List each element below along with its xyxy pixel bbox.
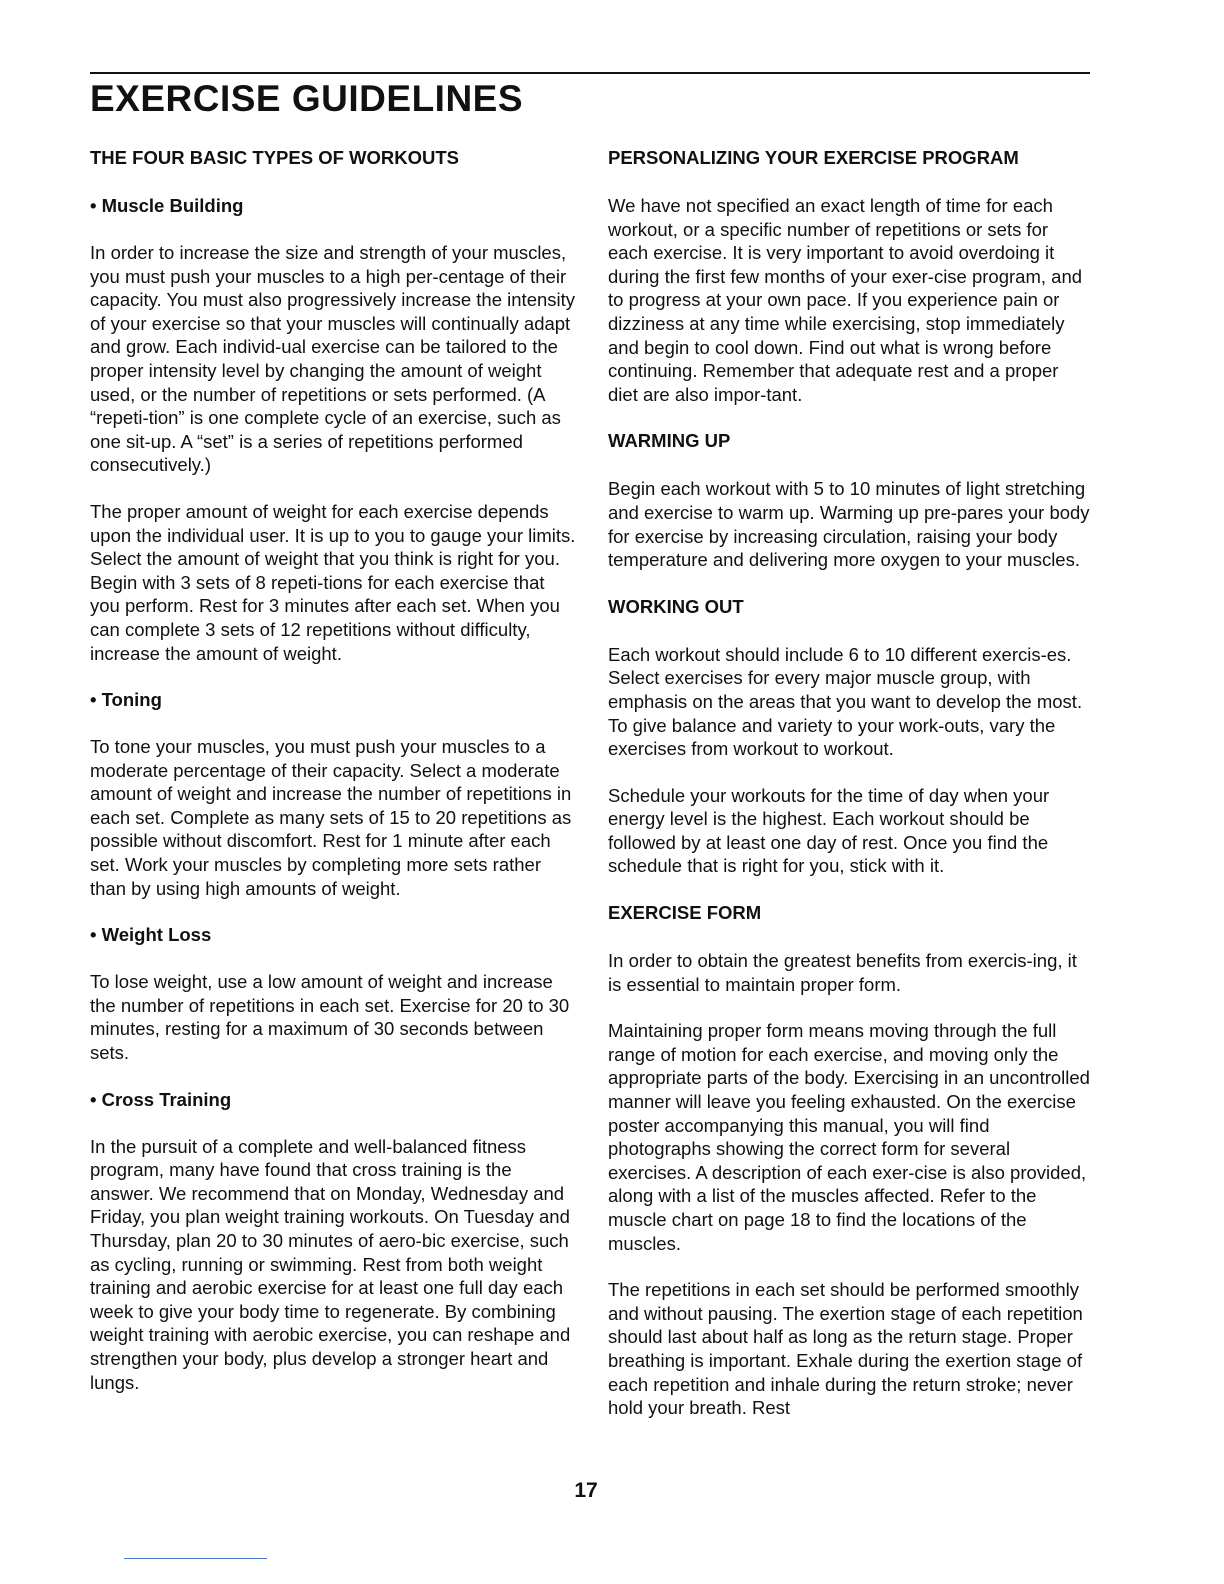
subheading-weight-loss: • Weight Loss <box>90 924 212 946</box>
paragraph: Maintaining proper form means moving through the full range of motion for each exercise, and moving only the appropriate parts of the body. Exercising in an uncontrolled manner will leave you feeling exhausted. On the exercise poster accompanying this manual, you will find photographs showing the correct form for several exercises. A description of each exer-cise is also provided, along with a list of the muscles affected. Refer to the muscle chart on page 18 to find the locations of the muscles. <box>608 1020 1090 1254</box>
section-heading-exercise-form: EXERCISE FORM <box>608 902 762 924</box>
paragraph: In order to increase the size and strength of your muscles, you must push your muscles to a high per-centage of their capacity. You must also progressively increase the intensity of your exercise so that your muscles will continually adapt and grow. Each individ-ual exercise can be tailored to the proper intensity level by changing the amount of weight used, or the number of repetitions or sets performed. (A “repeti-tion” is one complete cycle of an exercise, such as one sit-up. A “set” is a series of repetitions performed consecutively.) <box>90 242 576 476</box>
section-heading-workout-types: THE FOUR BASIC TYPES OF WORKOUTS <box>90 147 459 168</box>
title-rule <box>90 72 1090 74</box>
footer-divider <box>124 1558 267 1559</box>
paragraph: In order to obtain the greatest benefits from exercis-ing, it is essential to maintain proper form. <box>608 950 1077 995</box>
subheading-cross-training: • Cross Training <box>90 1088 232 1110</box>
paragraph: Begin each workout with 5 to 10 minutes of light stretching and exercise to warm up. Warming up pre-pares your body for exercise by increasing circulation, raising your body temperature and delivering more oxygen to your muscles. <box>608 478 1090 571</box>
paragraph: We have not specified an exact length of time for each workout, or a specific number of repetitions or sets for each exercise. It is very important to avoid overdoing it during the first few months of your exer-cise program, and to progress at your own pace. If you experience pain or dizziness at any time while exercising, stop immediately and begin to cool down. Find out what is wrong before continuing. Remember that adequate rest and a proper diet are also impor-tant. <box>608 195 1083 405</box>
subheading-muscle-building: • Muscle Building <box>90 195 244 216</box>
page-title: EXERCISE GUIDELINES <box>90 78 524 119</box>
subheading-toning: • Toning <box>90 689 162 711</box>
paragraph: To lose weight, use a low amount of weight and increase the number of repetitions in each set. Exercise for 20 to 30 minutes, resting for a maximum of 30 seconds between sets. <box>90 971 570 1064</box>
paragraph: To tone your muscles, you must push your muscles to a moderate percentage of their capacity. Select a moderate amount of weight and increase the number of repetitions in each set. Complete as many sets of 15 to 20 repetitions as possible without discomfort. Rest for 1 minute after each set. Work your muscles by completing more sets rather than by using high amounts of weight. <box>90 736 572 899</box>
section-heading-personalizing: PERSONALIZING YOUR EXERCISE PROGRAM <box>608 147 1019 168</box>
right-column <box>608 146 1092 1443</box>
paragraph: The repetitions in each set should be performed smoothly and without pausing. The exertion stage of each repetition should last about half as long as the return stage. Proper breathing is important. Exhale during the exertion stage of each repetition and inhale during the return stroke; never hold your breath. Rest <box>608 1279 1083 1419</box>
left-column <box>90 146 576 1417</box>
paragraph: In the pursuit of a complete and well-balanced fitness program, many have found that cross training is the answer. We recommend that on Monday, Wednesday and Friday, you plan weight training workouts. On Tuesday and Thursday, plan 20 to 30 minutes of aero-bic exercise, such as cycling, running or swimming. Rest from both weight training and aerobic exercise for at least one full day each week to give your body time to regenerate. By combining weight training with aerobic exercise, you can reshape and strengthen your body, plus develop a stronger heart and lungs. <box>90 1135 571 1393</box>
section-heading-working-out: WORKING OUT <box>608 595 744 617</box>
page-number: 17 <box>574 1479 598 1502</box>
paragraph: Each workout should include 6 to 10 different exercis-es. Select exercises for every major muscle group, with emphasis on the areas that you want to develop the most. To give balance and variety to your work-outs, vary the exercises from workout to workout. <box>608 643 1083 760</box>
paragraph: Schedule your workouts for the time of day when your energy level is the highest. Each workout should be followed by at least one day of rest. Once you find the schedule that is right for you, stick with it. <box>608 784 1050 877</box>
paragraph: The proper amount of weight for each exercise depends upon the individual user. It is up to you to gauge your limits. Select the amount of weight that you think is right for you. Begin with 3 sets of 8 repeti-tions for each exercise that you perform. Rest for 3 minutes after each set. When you can complete 3 sets of 12 repetitions without difficulty, increase the amount of weight. <box>90 500 576 664</box>
section-heading-warming-up: WARMING UP <box>608 430 731 452</box>
